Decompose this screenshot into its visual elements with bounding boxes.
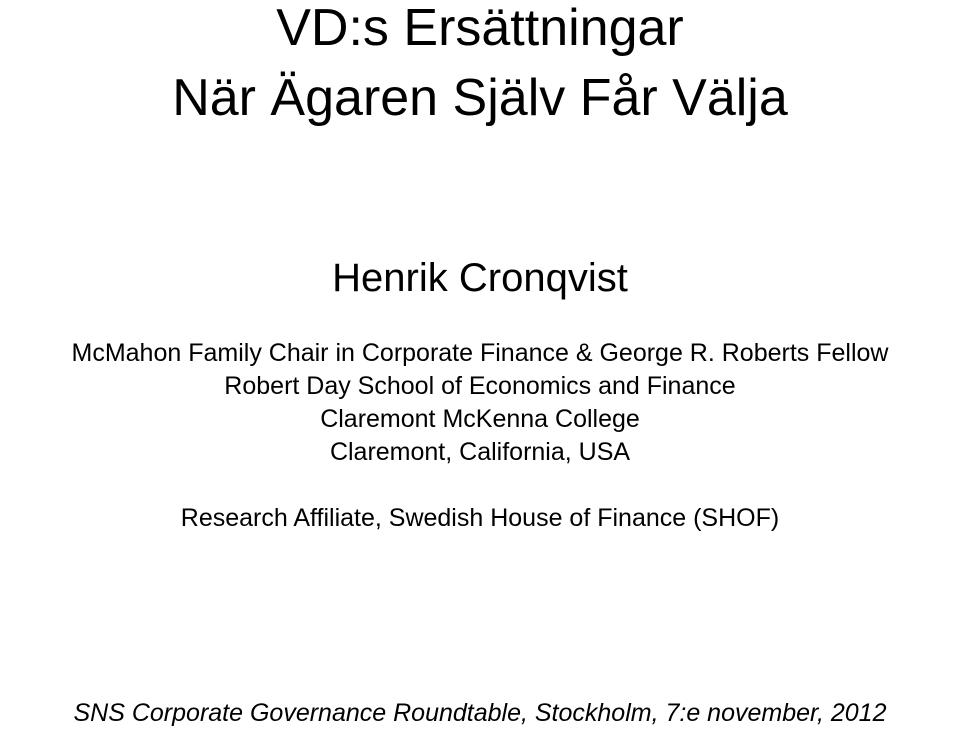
research-affiliation: Research Affiliate, Swedish House of Finance (SHOF) — [180, 504, 780, 532]
author-name: Henrik Cronqvist — [332, 256, 628, 300]
affiliation-position: McMahon Family Chair in Corporate Finance & George R. Roberts Fellow — [71, 339, 889, 367]
affiliation-location: Claremont, California, USA — [329, 438, 631, 466]
affiliation-college: Claremont McKenna College — [320, 405, 640, 433]
affiliation-school: Robert Day School of Economics and Finance — [224, 372, 736, 400]
event-footer: SNS Corporate Governance Roundtable, Stockholm, 7:e november, 2012 — [73, 699, 887, 727]
page-title-line-1: VD:s Ersättningar — [276, 0, 684, 57]
page-title-line-2: När Ägaren Själv Får Välja — [172, 69, 788, 127]
